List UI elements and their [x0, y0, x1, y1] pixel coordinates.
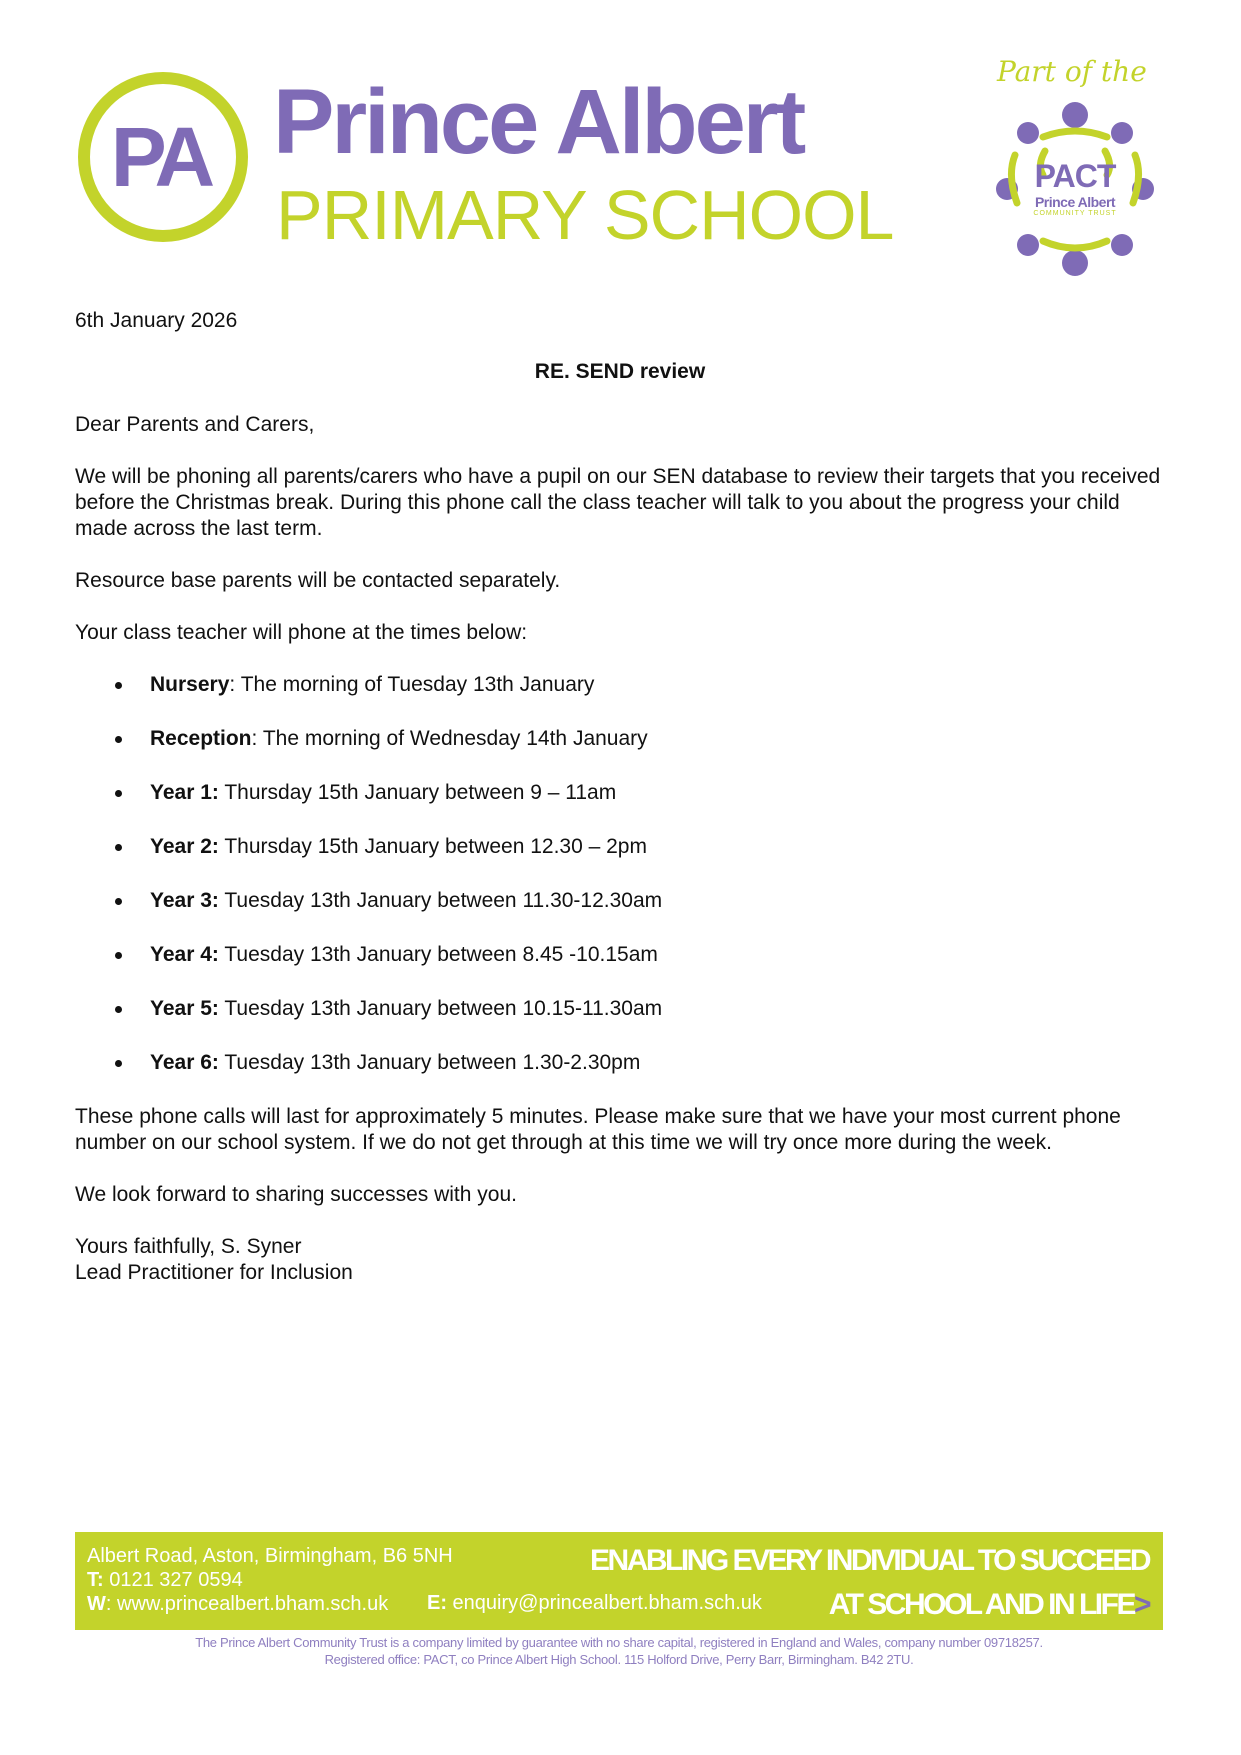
time-sep: : [229, 673, 241, 696]
footer-tagline-2-line [829, 1588, 1149, 1622]
registration-line-2: Registered office: PACT, co Prince Albert High School. 115 Holford Drive, Perry Barr, Birmingham. B42 2TU. [324, 1652, 914, 1667]
registration-info [75, 1634, 1163, 1668]
list-item [75, 942, 1165, 968]
time-text: Thursday 15th January between 9 – 11am [224, 781, 617, 804]
closing: Yours faithfully, S. Syner [75, 1235, 302, 1258]
phone-label: T: [87, 1569, 104, 1591]
list-item [75, 888, 1165, 914]
list-item [75, 672, 1165, 698]
time-text: Tuesday 13th January between 11.30-12.30am [224, 889, 663, 912]
arrow-icon: > [1133, 1588, 1149, 1621]
footer-tagline-2: AT SCHOOL AND IN LIFE [828, 1588, 1134, 1621]
school-logo [78, 71, 894, 262]
footer-email[interactable]: enquiry@princealbert.bham.sch.uk [447, 1592, 762, 1614]
paragraph-resource-base: Resource base parents will be contacted separately. [75, 569, 561, 592]
time-text: Tuesday 13th January between 10.15-11.30am [224, 997, 663, 1020]
time-label: Reception [150, 727, 252, 750]
pact-name: PACT [1034, 158, 1116, 194]
time-sep: : [251, 727, 263, 750]
pact-trust: COMMUNITY TRUST [1033, 210, 1117, 217]
footer-web-line[interactable] [87, 1592, 453, 1616]
time-label: Year 5: [150, 997, 219, 1020]
salutation: Dear Parents and Carers, [75, 413, 315, 436]
logo-initials: PA [110, 109, 210, 204]
time-label: Year 1: [150, 781, 219, 804]
list-item [75, 726, 1165, 752]
letter-subject: RE. SEND review [534, 360, 706, 383]
footer-web[interactable]: : www.princealbert.bham.sch.uk [105, 1593, 389, 1615]
footer-bar [75, 1532, 1163, 1630]
time-text: Thursday 15th January between 12.30 – 2pm [224, 835, 647, 858]
school-subtitle: PRIMARY SCHOOL [276, 176, 894, 254]
registration-line-1: The Prince Albert Community Trust is a company limited by guarantee with no share capital, registered in England and Wales, company number 09718257. [195, 1635, 1043, 1650]
letter-body [75, 308, 1165, 1286]
time-text: Tuesday 13th January between 8.45 -10.15am [224, 943, 658, 966]
time-label: Nursery [150, 673, 230, 696]
time-label: Year 4: [150, 943, 219, 966]
signatory-title: Lead Practitioner for Inclusion [75, 1261, 353, 1284]
time-text: Tuesday 13th January between 1.30-2.30pm [224, 1051, 641, 1074]
time-label: Year 6: [150, 1051, 219, 1074]
time-text: The morning of Wednesday 14th January [262, 727, 648, 750]
pa-logo-ring [78, 72, 248, 242]
email-label: E: [427, 1592, 447, 1614]
list-item [75, 834, 1165, 860]
call-times-list [75, 672, 1165, 1076]
pact-tagline: Part of the [997, 55, 1147, 88]
school-name: Prince Albert [273, 71, 804, 173]
list-item [75, 996, 1165, 1022]
paragraph-call-details: These phone calls will last for approximately 5 minutes. Please make sure that we have your most current phone number on our school system. If we do not get through at this time we will try once more during the week. [75, 1105, 1121, 1154]
footer-phone: 0121 327 0594 [103, 1569, 243, 1591]
paragraph-closing-remark: We look forward to sharing successes with you. [75, 1183, 517, 1206]
time-label: Year 3: [150, 889, 219, 912]
footer-contact [87, 1544, 453, 1616]
paragraph-intro: We will be phoning all parents/carers who have a pupil on our SEN database to review their targets that you received before the Christmas break. During this phone call the class teacher will talk to you about the progress your child made across the last term. [75, 465, 1161, 540]
footer-address: Albert Road, Aston, Birmingham, B6 5NH [87, 1545, 453, 1567]
letter-date: 6th January 2026 [75, 309, 238, 332]
time-text: The morning of Tuesday 13th January [240, 673, 595, 696]
list-item [75, 1050, 1165, 1076]
pact-subname: Prince Albert [1034, 194, 1116, 210]
web-label: W [87, 1593, 106, 1615]
footer-email-line[interactable] [427, 1592, 762, 1615]
footer-phone-line [87, 1568, 453, 1592]
paragraph-times-intro: Your class teacher will phone at the times below: [75, 621, 528, 644]
footer-tagline-1: ENABLING EVERY INDIVIDUAL TO SUCCEED [590, 1544, 1149, 1577]
list-item [75, 780, 1165, 806]
pact-logo [985, 55, 1165, 285]
time-label: Year 2: [150, 835, 219, 858]
